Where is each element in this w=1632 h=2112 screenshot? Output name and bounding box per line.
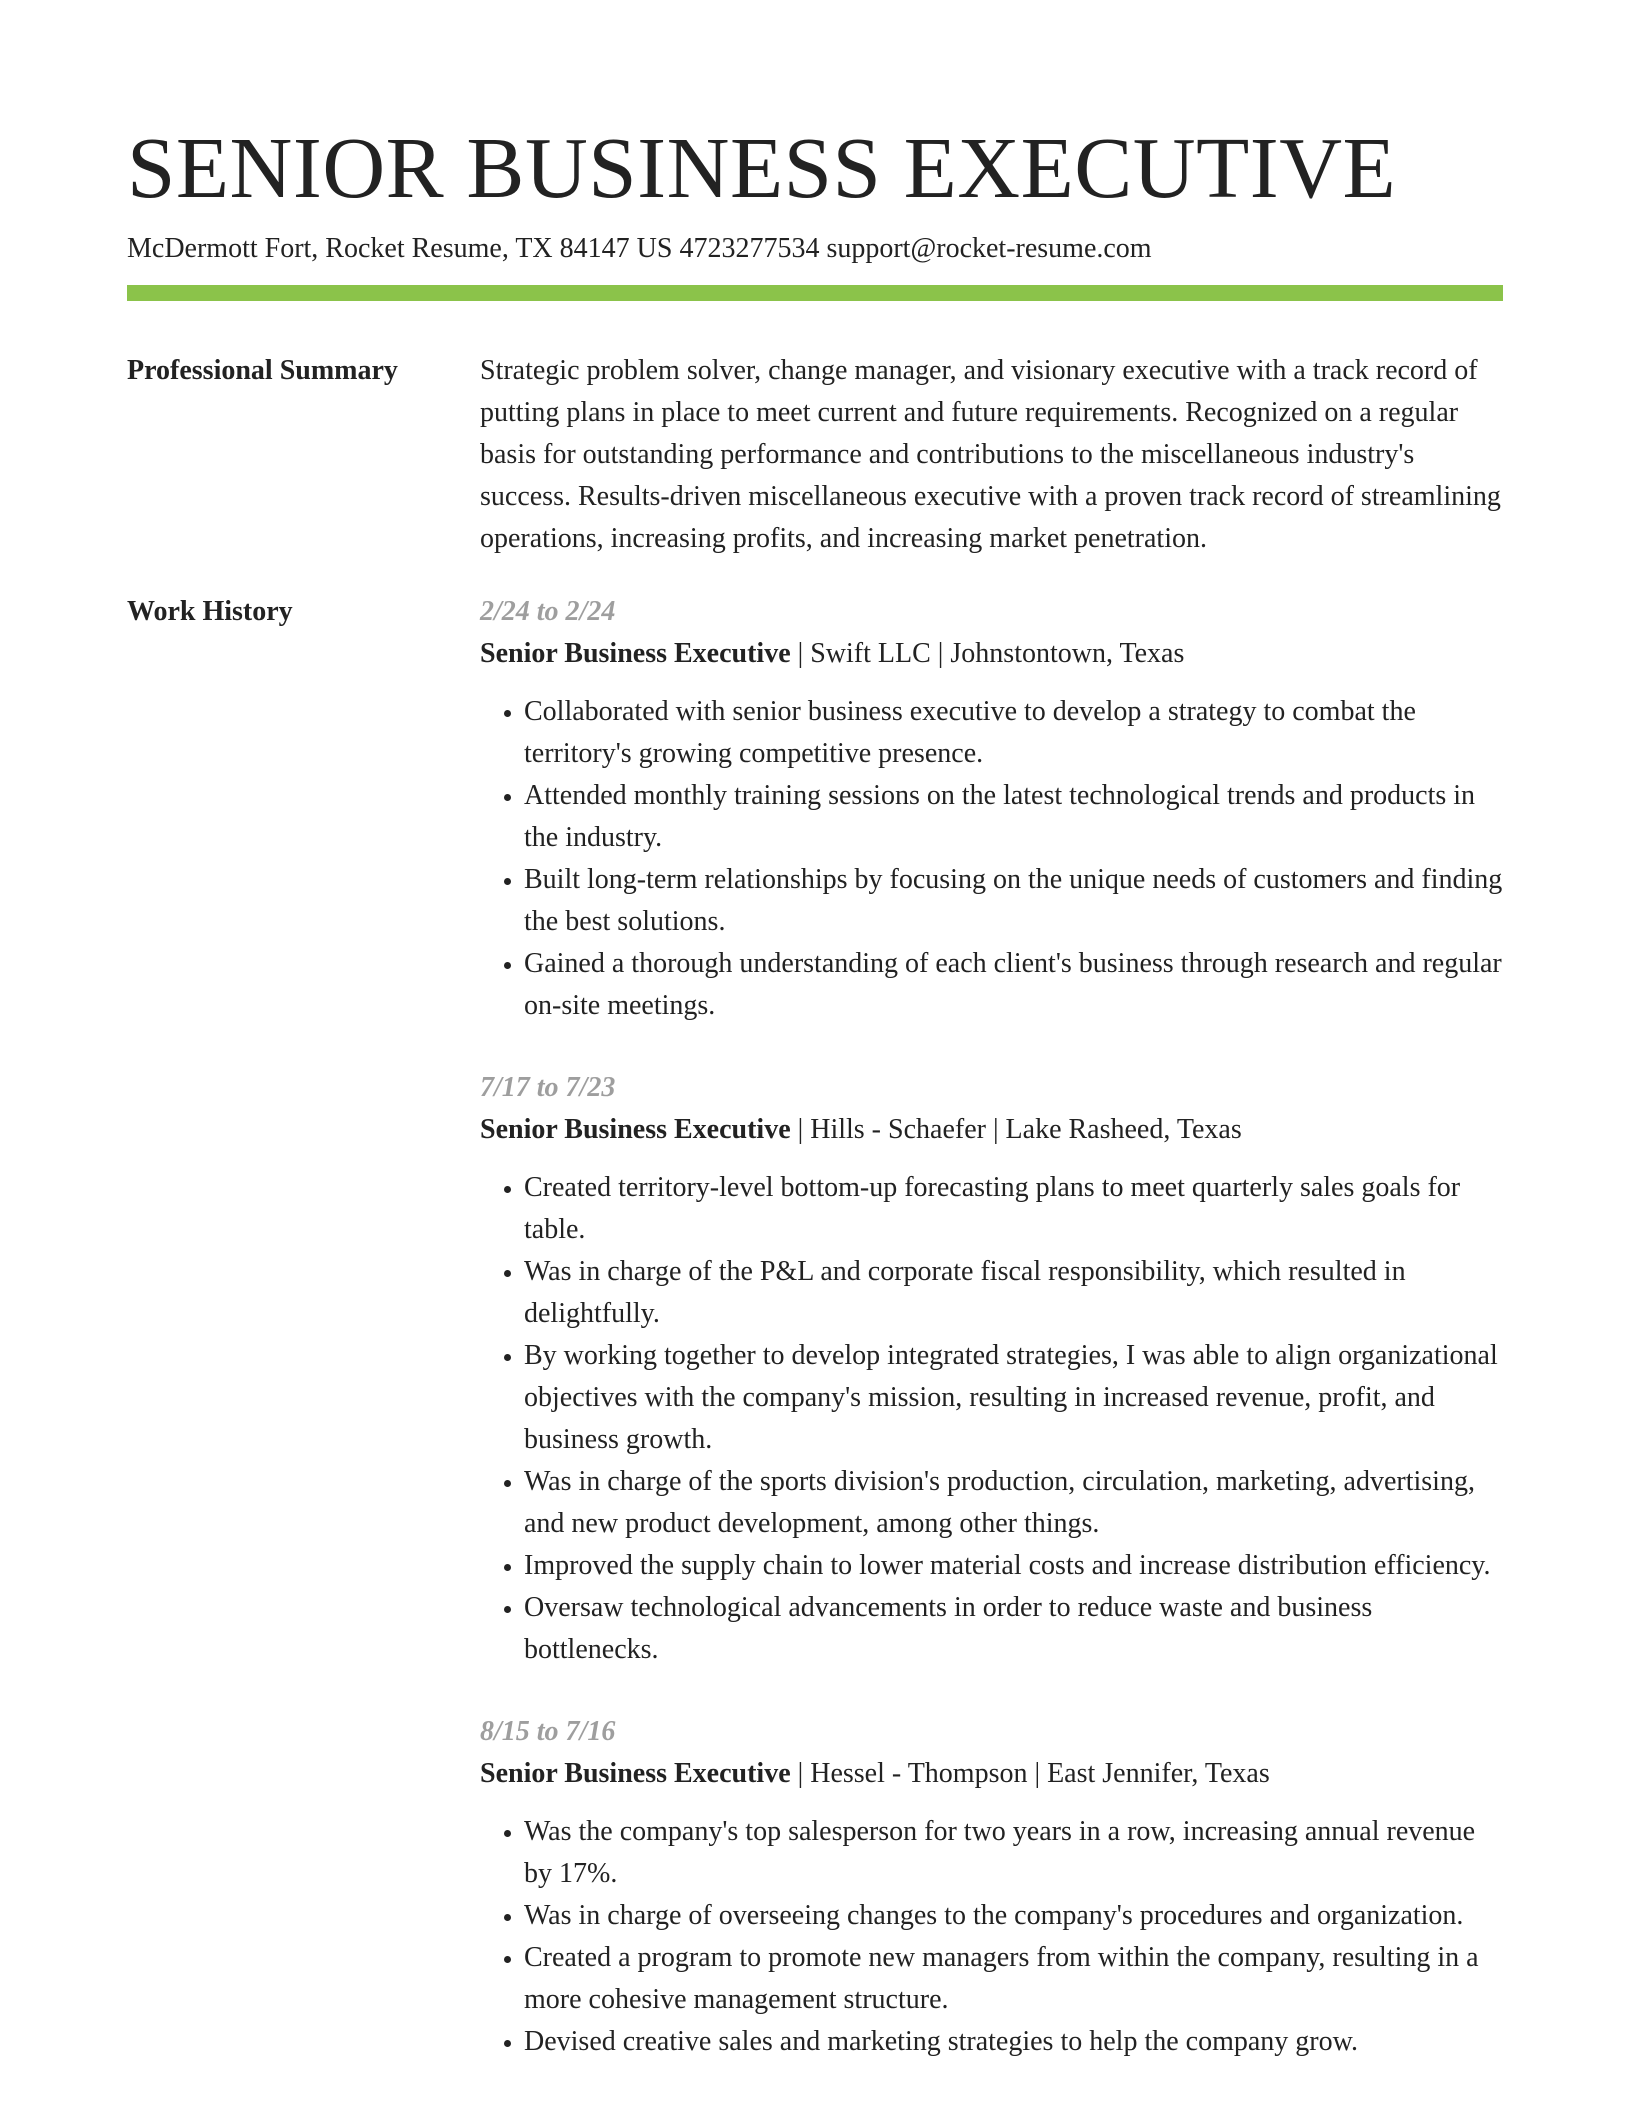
job-bullet: • By working together to develop integrated strategies, I was able to align organizational objectives with the company's mission, resulting in increased revenue, profit, and business growth.: [524, 1335, 1503, 1461]
job-bullets: [480, 691, 1503, 1027]
job-bullet: • Was in charge of the sports division's production, circulation, marketing, advertising, and new product development, among other things.: [524, 1461, 1503, 1545]
job-bullet: • Built long-term relationships by focusing on the unique needs of customers and finding the best solutions.: [524, 859, 1503, 943]
job-heading: [480, 1109, 1503, 1151]
job-dates: 2/24 to 2/24: [480, 596, 616, 627]
work-history-heading: Work History: [127, 596, 293, 627]
job-bullet: • Improved the supply chain to lower material costs and increase distribution efficiency.: [524, 1545, 1503, 1587]
summary-heading: Professional Summary: [127, 355, 398, 386]
job-bullet: • Gained a thorough understanding of each client's business through research and regular on-site meetings.: [524, 943, 1503, 1027]
job-entry: [480, 591, 1503, 1027]
job-details: | Hessel - Thompson | East Jennifer, Texas: [790, 1758, 1270, 1789]
contact-line: [127, 229, 1152, 269]
job-title: Senior Business Executive: [480, 1114, 791, 1145]
job-bullet: • Was in charge of the P&L and corporate fiscal responsibility, which resulted in delightfully.: [524, 1251, 1503, 1335]
job-bullet: • Created a program to promote new managers from within the company, resulting in a more cohesive management structure.: [524, 1937, 1503, 2021]
job-list: [480, 591, 1503, 2103]
job-bullets: [480, 1167, 1503, 1671]
job-bullet: • Created territory-level bottom-up forecasting plans to meet quarterly sales goals for table.: [524, 1167, 1503, 1251]
job-dates: 7/17 to 7/23: [480, 1072, 616, 1103]
job-entry: [480, 1067, 1503, 1671]
job-bullet: • Attended monthly training sessions on the latest technological trends and products in the industry.: [524, 775, 1503, 859]
job-bullet: • Oversaw technological advancements in order to reduce waste and business bottlenecks.: [524, 1587, 1503, 1671]
contact-phone: 4723277534: [679, 233, 820, 264]
job-details: | Hills - Schaefer | Lake Rasheed, Texas: [790, 1114, 1242, 1145]
summary-text: Strategic problem solver, change manager, and visionary executive with a track record of putting plans in place to meet current and future requirements. Recognized on a regular basis for outstanding performance and contributions to the miscellaneous industry's success. Results-driven miscellaneous executive with a proven track record of streamlining operations, increasing profits, and increasing market penetration.: [480, 355, 1501, 554]
job-title: Senior Business Executive: [480, 1758, 791, 1789]
job-heading: [480, 1753, 1503, 1795]
header-divider: [127, 285, 1503, 301]
job-dates: 8/15 to 7/16: [480, 1716, 616, 1747]
job-bullet: • Devised creative sales and marketing strategies to help the company grow.: [524, 2021, 1503, 2063]
resume-title: SENIOR BUSINESS EXECUTIVE: [127, 119, 1397, 216]
job-bullet: • Was in charge of overseeing changes to the company's procedures and organization.: [524, 1895, 1503, 1937]
job-details: | Swift LLC | Johnstontown, Texas: [790, 638, 1185, 669]
job-bullets: [480, 1811, 1503, 2063]
job-heading: [480, 633, 1503, 675]
job-entry: [480, 1711, 1503, 2063]
contact-address: McDermott Fort, Rocket Resume, TX 84147 US: [127, 233, 673, 264]
job-bullet: • Collaborated with senior business executive to develop a strategy to combat the territory's growing competitive presence.: [524, 691, 1503, 775]
contact-email: support@rocket-resume.com: [826, 233, 1152, 264]
job-title: Senior Business Executive: [480, 638, 791, 669]
job-bullet: • Was the company's top salesperson for two years in a row, increasing annual revenue by 17%.: [524, 1811, 1503, 1895]
